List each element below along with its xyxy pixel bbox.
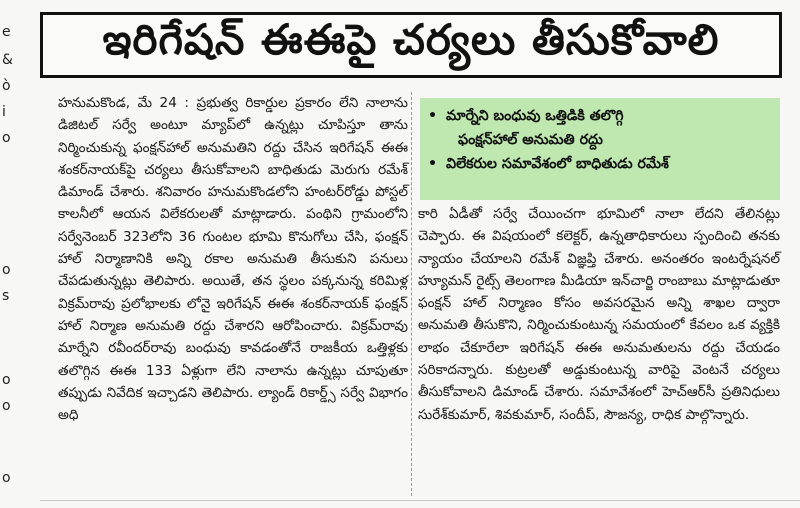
adjacent-column-edge [0, 0, 26, 508]
edge-mark: s [2, 288, 10, 304]
article-body-left: హనుమకొండ, మే 24 : ప్రభుత్వ రికార్డుల ప్రకారం లేని నాలాను డిజిటల్ సర్వే అంటూ మ్యాప్‌లో ఉన్నట్లు చూపిస్తూ తాను నిర్మించుకున్న ఫంక్షన్‌హాల్ అనుమతిని రద్దు చేసిన ఇరిగేషన్ ఈఈ శంకర్‌నాయక్‌పై చర్యలు తీసుకోవాలని బాధితుడు మెరుగు రమేశ్ డిమాండ్ చేశారు. శనివారం హనుమకొండలోని హంటర్‌రోడ్డు పోస్టల్ కాలనీలో ఆయన విలేకరులతో మాట్లాడారు. పంథిని గ్రామంలోని సర్వేనెంబర్ 323లోని 36 గుంటల భూమి కొనుగోలు చేసి, ఫంక్షన్ హాల్ నిర్మాణానికి అన్ని రకాల అనుమతి తీసుకుని పనులు చేపడుతున్నట్లు తెలిపారు. అయితే, తన స్థలం పక్కనున్న కరిమిళ్ల విక్రమ్‌రావు ప్రలోభాలకు లోనై ఇరిగేషన్ ఈఈ శంకర్‌నాయక్ ఫంక్షన్ హాల్ నిర్మాణ అనుమతి రద్దు చేశారని ఆరోపించారు. విక్రమ్‌రావు మార్నేని రవీందర్‌రావు బంధువు కావడంతోనే రాజకీయ ఒత్తిళ్లకు తలొగ్గిన ఈఈ 133 ఏళ్లుగా లేని నాలాను ఉన్నట్లు చూపుతూ తప్పుడు నివేదిక ఇచ్చాడని తెలిపారు. ల్యాండ్ రికార్డ్స్ సర్వే విభాగం అధి [58, 95, 408, 424]
highlights-list [420, 98, 780, 176]
highlight-text: ఫంక్షన్‌హాల్ అనుమతి రద్దు [458, 132, 603, 148]
headline: ఇరిగేషన్ ఈఈపై చర్యలు తీసుకోవాలి [102, 15, 720, 64]
highlight-item [428, 104, 774, 128]
edge-mark: o [2, 398, 11, 414]
highlight-item [428, 152, 774, 176]
bottom-rule [40, 500, 800, 501]
edge-mark: o [2, 372, 11, 388]
headline-box [40, 12, 782, 78]
bullet-icon: • [428, 156, 438, 172]
column-divider [411, 92, 412, 496]
edge-mark: i [2, 104, 6, 120]
bullet-icon: • [428, 108, 438, 124]
highlight-text: మార్నేని బంధువు ఒత్తిడికి తలొగ్గి [446, 108, 624, 124]
edge-mark: o [2, 470, 11, 486]
edge-mark: o [2, 262, 11, 278]
highlights-box [420, 98, 780, 200]
article-body-right: కారి ఏడీతో సర్వే చేయించగా భూమిలో నాలా లేదని తేలినట్లు చెప్పారు. ఈ విషయంలో కలెక్టర్, ఉన్నతాధికారులు స్పందించి తనకు న్యాయం చేయాలని రమేశ్ విజ్ఞప్తి చేశారు. అనంతరం ఇంటర్నేషనల్ హ్యూమన్ రైట్స్ తెలంగాణ మీడియా ఇన్‌చార్జి రాంబాబు మాట్లాడుతూ ఫంక్షన్ హాల్ నిర్మాణం కోసం అవసరమైన అన్ని శాఖల ద్వారా అనుమతి తీసుకొని, నిర్మించుకుంటున్న సమయంలో కేవలం ఒక వ్యక్తికి లాభం చేకూరేలా ఇరిగేషన్ ఈఈ అనుమతులను రద్దు చేయడం సరికాదన్నారు. కుట్రలతో అడ్డుకుంటున్న వారిపై వెంటనే చర్యలు తీసుకోవాలని డిమాండ్ చేశారు. సమావేశంలో హెచ్‌ఆర్‌సీ ప్రతినిధులు సురేశ్‌కుమార్, శివకుమార్, సందీప్, సౌజన్య, రాధిక పాల్గొన్నారు. [418, 206, 780, 423]
edge-mark: & [2, 52, 13, 68]
edge-mark: ò [2, 78, 11, 94]
article-column-left [58, 92, 408, 426]
highlight-text: విలేకరుల సమావేశంలో బాధితుడు రమేశ్ [446, 156, 669, 172]
edge-mark: e [2, 24, 11, 40]
edge-mark: o [2, 130, 11, 146]
article-column-right [418, 203, 780, 426]
highlight-item-continuation [428, 128, 774, 152]
